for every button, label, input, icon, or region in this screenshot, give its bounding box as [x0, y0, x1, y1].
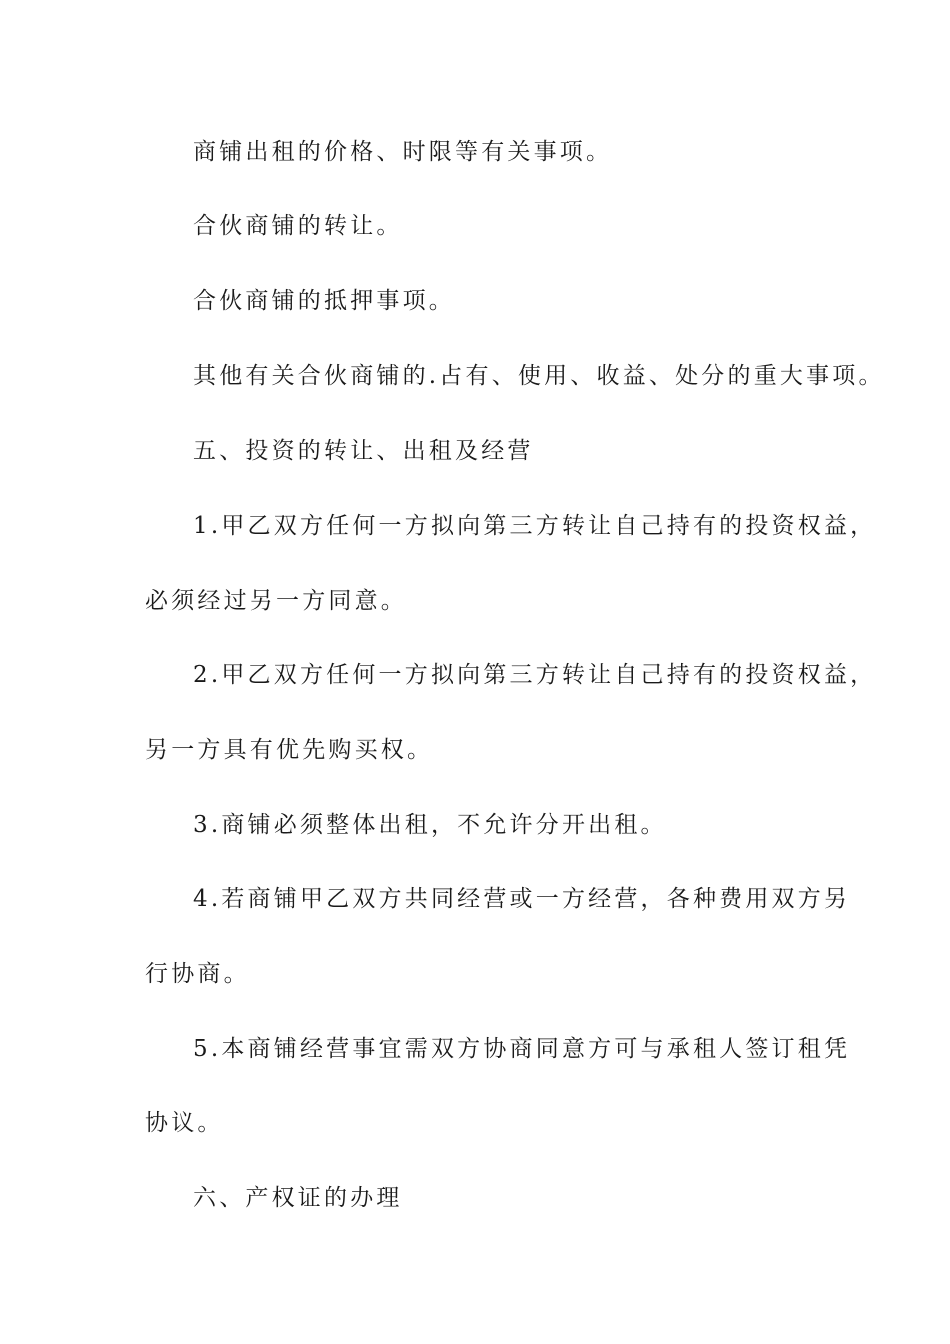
section-heading: 六、产权证的办理: [193, 1185, 403, 1211]
paragraph-line: 合伙商铺的抵押事项。: [193, 288, 455, 314]
paragraph-line: 其他有关合伙商铺的.占有、使用、收益、处分的重大事项。: [193, 363, 885, 389]
paragraph-line: 4.若商铺甲乙双方共同经营或一方经营，各种费用双方另: [193, 886, 851, 912]
paragraph-line: 3.商铺必须整体出租，不允许分开出租。: [193, 812, 667, 838]
paragraph-line: 行协商。: [145, 961, 250, 987]
paragraph-line: 协议。: [145, 1110, 224, 1136]
paragraph-line: 必须经过另一方同意。: [145, 588, 407, 614]
paragraph-line: 5.本商铺经营事宜需双方协商同意方可与承租人签订租凭: [193, 1036, 851, 1062]
paragraph-line: 另一方具有优先购买权。: [145, 737, 434, 763]
paragraph-line: 合伙商铺的转让。: [193, 213, 403, 239]
paragraph-line: 1.甲乙双方任何一方拟向第三方转让自己持有的投资权益，: [193, 513, 877, 539]
paragraph-line: 2.甲乙双方任何一方拟向第三方转让自己持有的投资权益，: [193, 662, 877, 688]
section-heading: 五、投资的转让、出租及经营: [193, 438, 534, 464]
paragraph-line: 商铺出租的价格、时限等有关事项。: [193, 139, 613, 165]
